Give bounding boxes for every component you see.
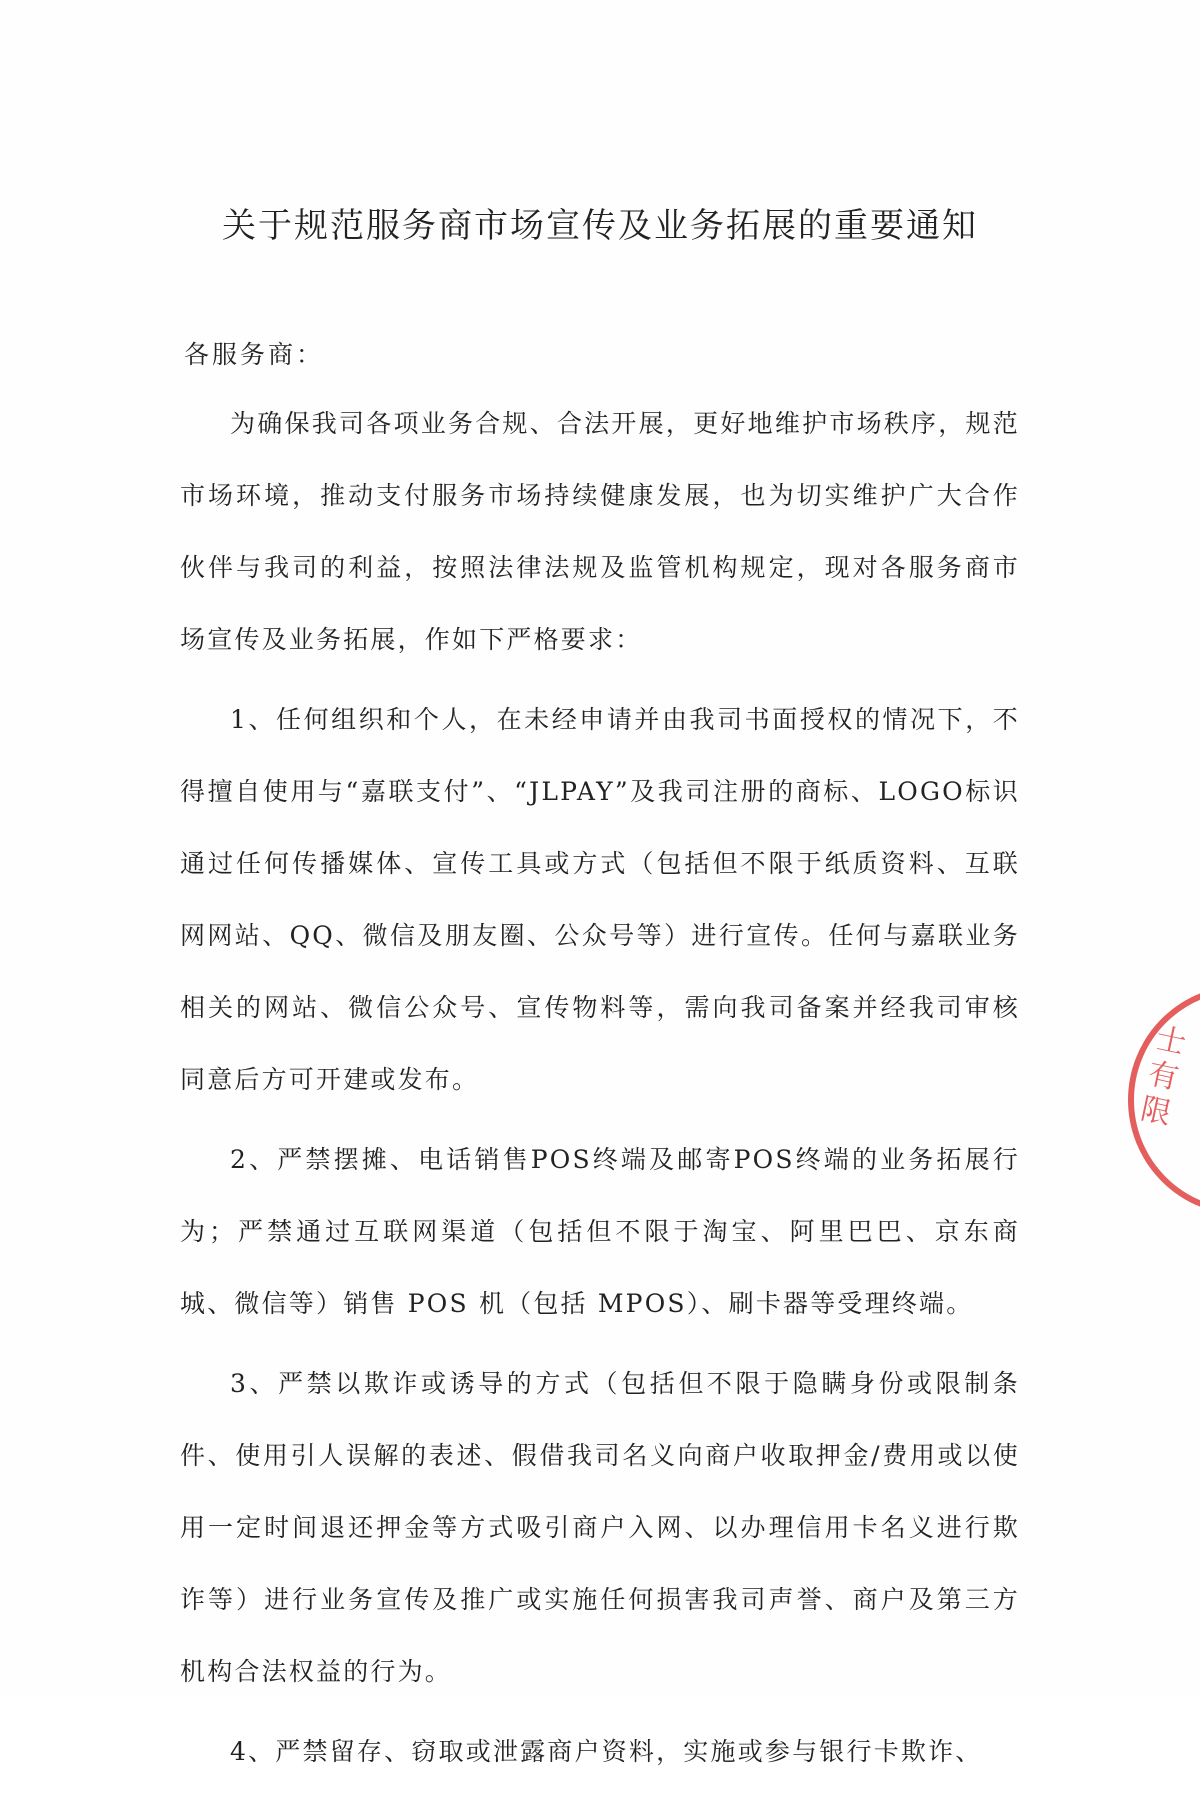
paragraph-item-3: 3、严禁以欺诈或诱导的方式（包括但不限于隐瞒身份或限制条件、使用引人误解的表述、假借我司名义向商户收取押金/费用或以使用一定时间退还押金等方式吸引商户入网、以办理信用卡名义进行欺诈等）进行业务宣传及推广或实施任何损害我司声誉、商户及第三方机构合法权益的行为。 xyxy=(180,1369,1020,1686)
document-title: 关于规范服务商市场宣传及业务拓展的重要通知 xyxy=(222,206,978,246)
company-seal-stamp xyxy=(1128,985,1200,1215)
paragraph-item-1: 1、任何组织和个人，在未经申请并由我司书面授权的情况下，不得擅自使用与“嘉联支付”、“JLPAY”及我司注册的商标、LOGO标识通过任何传播媒体、宣传工具或方式（包括但不限于纸质资料、互联网网站、QQ、微信及朋友圈、公众号等）进行宣传。任何与嘉联业务相关的网站、微信公众号、宣传物料等，需向我司备案并经我司审核同意后方可开建或发布。 xyxy=(180,705,1020,1094)
seal-text: 士有限 xyxy=(1137,1020,1190,1132)
document-body xyxy=(180,388,1020,1796)
paragraph-intro: 为确保我司各项业务合规、合法开展，更好地维护市场秩序，规范市场环境，推动支付服务市场持续健康发展，也为切实维护广大合作伙伴与我司的利益，按照法律法规及监管机构规定，现对各服务商市场宣传及业务拓展，作如下严格要求： xyxy=(180,409,1020,654)
paragraph-item-2: 2、严禁摆摊、电话销售POS终端及邮寄POS终端的业务拓展行为；严禁通过互联网渠道（包括但不限于淘宝、阿里巴巴、京东商城、微信等）销售 POS 机（包括 MPOS）、刷卡器等受理终端。 xyxy=(180,1145,1020,1318)
salutation: 各服务商： xyxy=(184,340,325,369)
paragraph-item-4: 4、严禁留存、窃取或泄露商户资料，实施或参与银行卡欺诈、 xyxy=(230,1737,983,1766)
